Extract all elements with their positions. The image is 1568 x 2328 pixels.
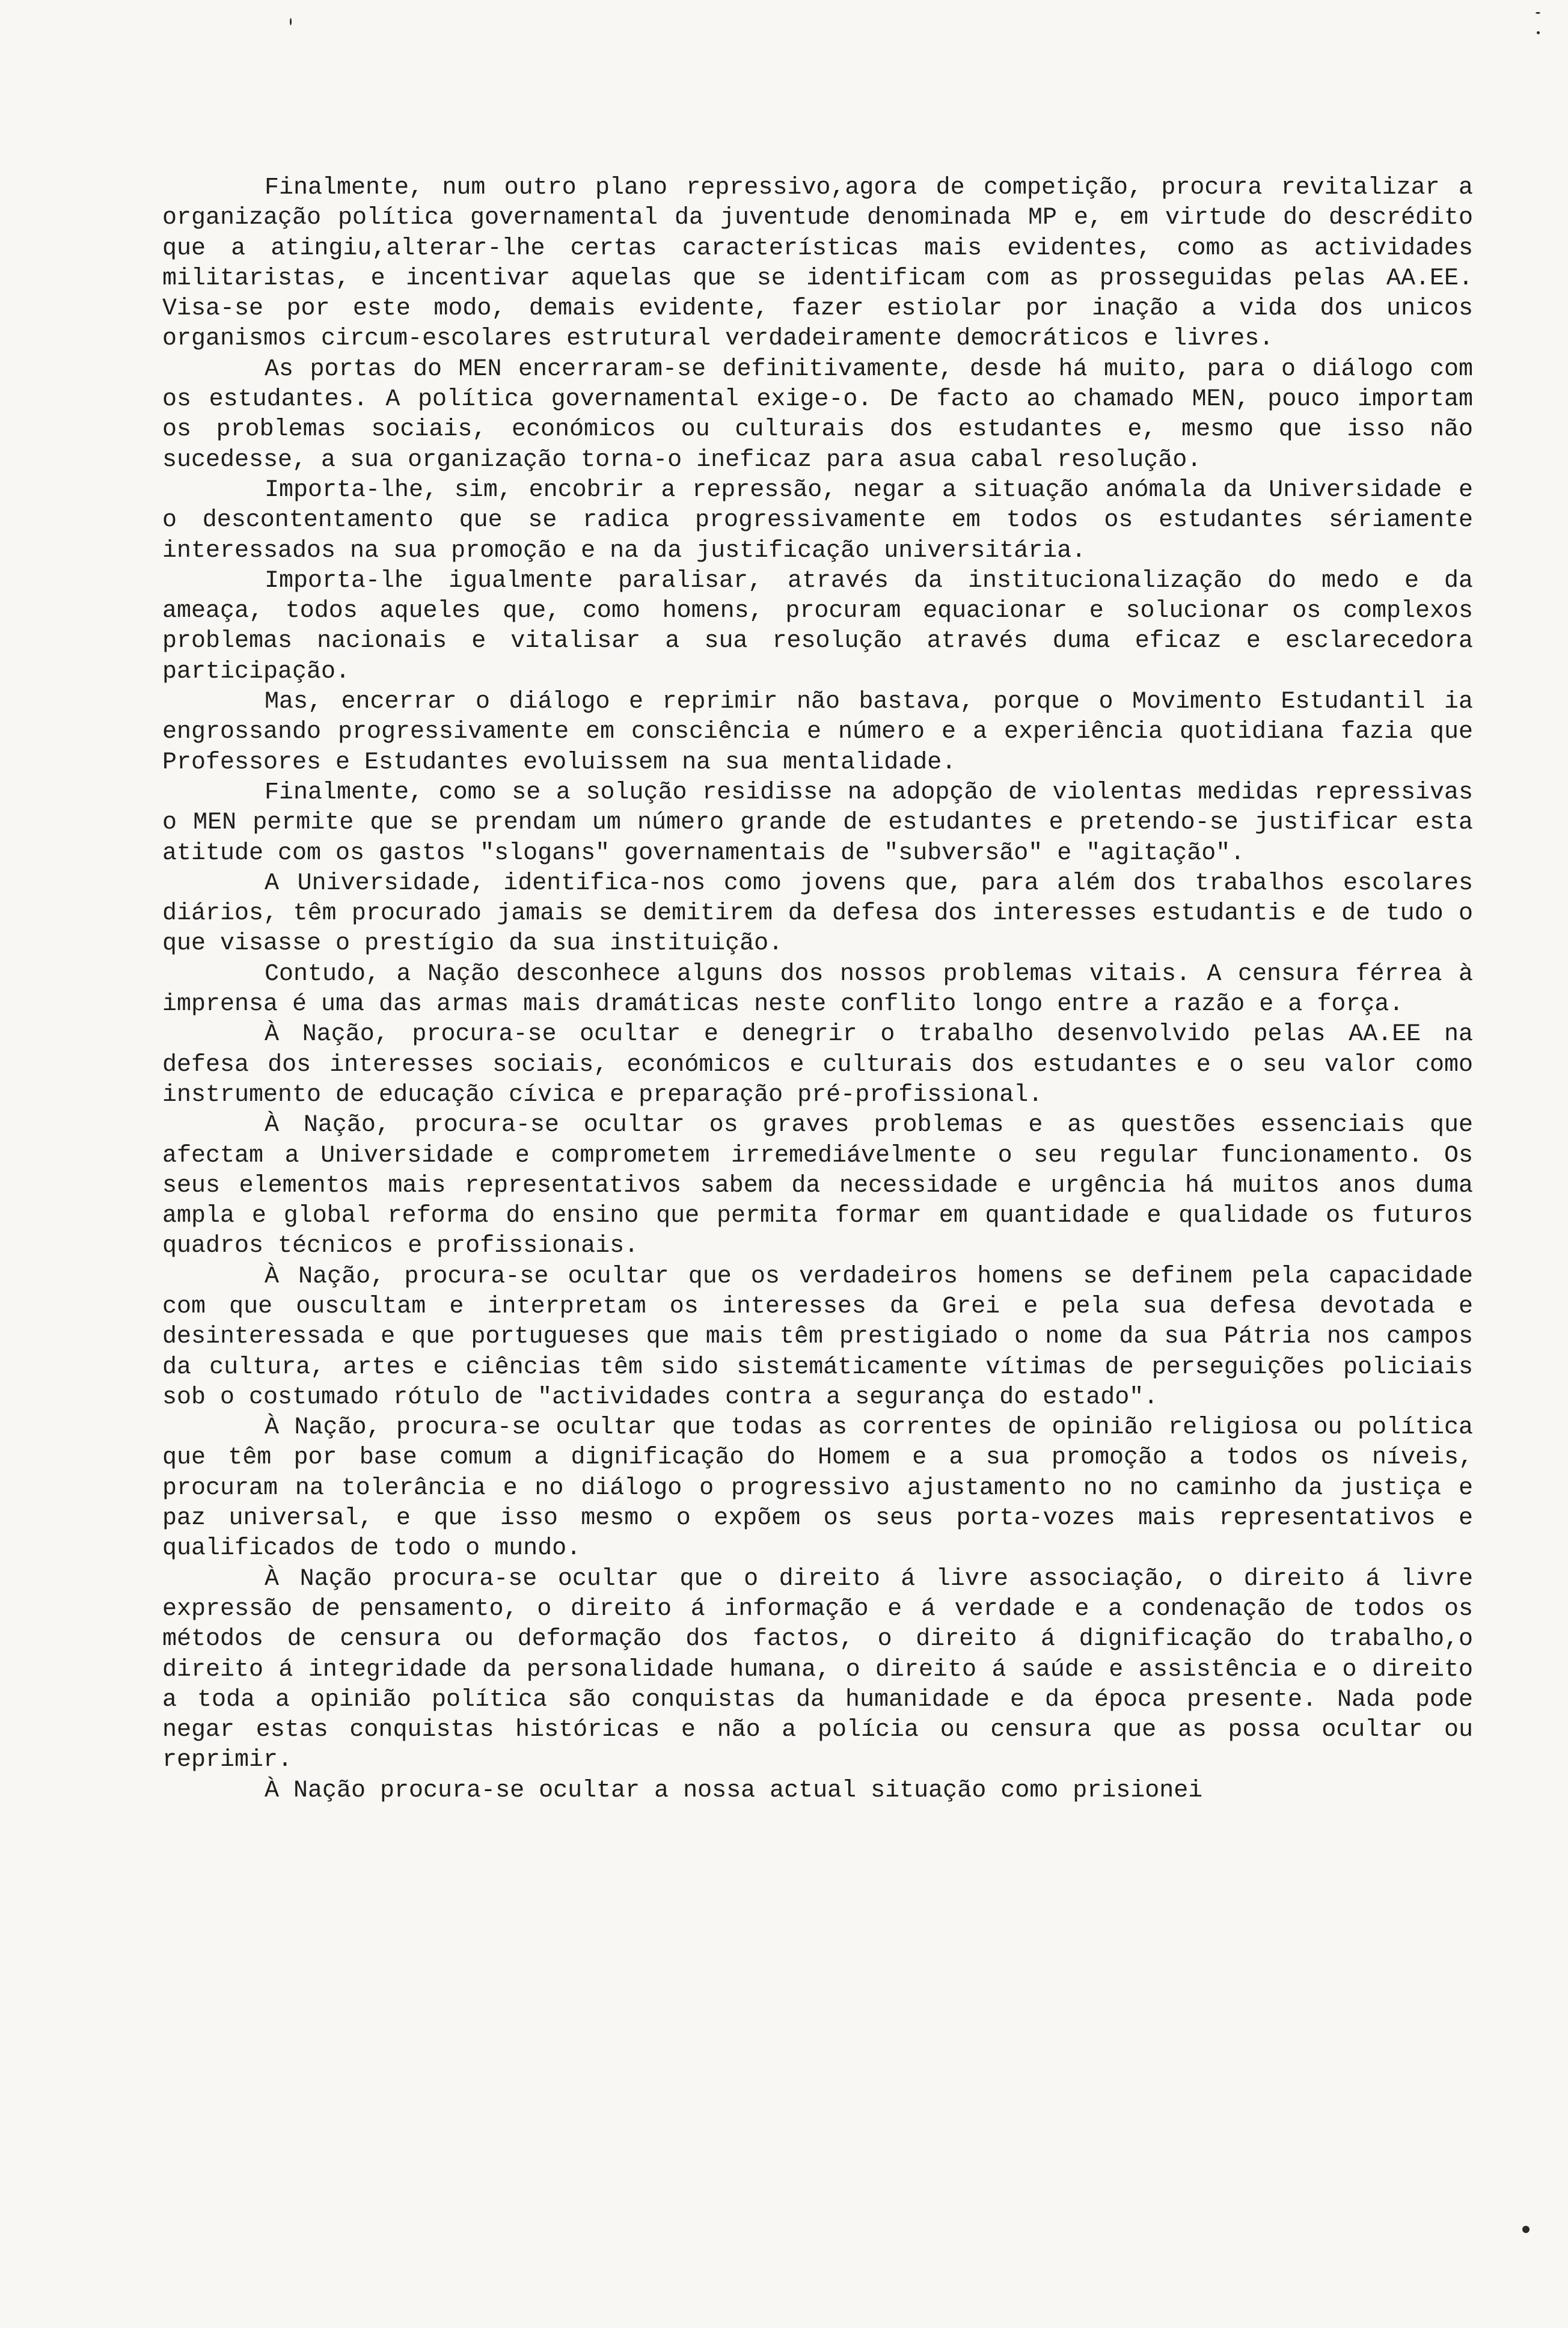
paragraph-12: À Nação, procura-se ocultar que todas as correntes de opinião religiosa ou política que têm por base comum a dignificação do Homem e a sua promoção a todos os níveis, procuram na tolerância e no diálogo o progressivo ajustamento no no caminho da justiça e paz universal, e que isso mesmo o expõem os seus porta-vozes mais representativos e qualificados de todo o mundo. [162,1414,1473,1563]
paragraph-13: À Nação procura-se ocultar que o direito á livre associação, o direito á livre expressão de pensamento, o direito á informação e á verdade e a condenação de todos os métodos de censura ou deformação dos factos, o direito á dignificação do trabalho,o direito á integridade da personalidade humana, o direito á saúde e assistência e o direito a toda a opinião política são conquistas da humanidade e da época presente. Nada pode negar estas conquistas históricas e não a polícia ou censura que as possa ocultar ou reprimir. [162,1565,1473,1774]
paragraph-1: Finalmente, num outro plano repressivo,agora de competição, procura revitalizar a organização política governamental da juventude denominada MP e, em virtude do descrédito que a atingiu,alterar-lhe certas características mais evidentes, como as actividades militaristas, e incentivar aquelas que se identificam com as prosseguidas pelas AA.EE. Visa-se por este modo, demais evidente, fazer estiolar por inação a vida dos unicos organismos circum-escolares estrutural verdadeiramente democráticos e livres. [162,174,1473,353]
paragraph-2: As portas do MEN encerraram-se definitivamente, desde há muito, para o diálogo com os estudantes. A política governamental exige-o. De facto ao chamado MEN, pouco importam os problemas sociais, económicos ou culturais dos estudantes e, mesmo que isso não sucedesse, a sua organização torna-o ineficaz para asua cabal resolução. [162,355,1473,474]
paragraph-11: À Nação, procura-se ocultar que os verdadeiros homens se definem pela capacidade com que ouscultam e interpretam os interesses da Grei e pela sua defesa devotada e desinteressada e que portugueses que mais têm prestigiado o nome da sua Pátria nos campos da cultura, artes e ciências têm sido sistemáticamente vítimas de perseguições policiais sob o costumado rótulo de "actividades contra a segurança do estado". [162,1263,1473,1411]
scan-speck [1537,31,1540,34]
paragraph-7: A Universidade, identifica-nos como jovens que, para além dos trabalhos escolares diários, têm procurado jamais se demitirem da defesa dos interesses estudantis e de tudo o que visasse o prestígio da sua instituição. [162,869,1473,958]
paragraph-6: Finalmente, como se a solução residisse na adopção de violentas medidas repressivas o MEN permite que se prendam um número grande de estudantes e pretendo-se justificar esta atitude com os gastos "slogans" governamentais de "subversão" e "agitação". [162,779,1473,867]
scan-speck [1536,12,1540,14]
scan-speck [290,18,292,25]
document-body [162,173,1473,1806]
paragraph-9: À Nação, procura-se ocultar e denegrir o trabalho desenvolvido pelas AA.EE na defesa dos interesses sociais, económicos e culturais dos estudantes e o seu valor como instrumento de educação cívica e preparação pré-profissional. [162,1021,1473,1109]
paragraph-5: Mas, encerrar o diálogo e reprimir não bastava, porque o Movimento Estudantil ia engrossando progressivamente em consciência e número e a experiência quotidiana fazia que Professores e Estudantes evoluissem na sua mentalidade. [162,688,1473,776]
paragraph-3: Importa-lhe, sim, encobrir a repressão, negar a situação anómala da Universidade e o descontentamento que se radica progressivamente em todos os estudantes sériamente interessados na sua promoção e na da justificação universitária. [162,476,1473,565]
scan-speck [1522,2226,1530,2233]
paragraph-8: Contudo, a Nação desconhece alguns dos nossos problemas vitais. A censura férrea à imprensa é uma das armas mais dramáticas neste conflito longo entre a razão e a força. [162,960,1473,1019]
paragraph-14: À Nação procura-se ocultar a nossa actual situação como prisionei [265,1777,1203,1804]
paragraph-4: Importa-lhe igualmente paralisar, através da institucionalização do medo e da ameaça, todos aqueles que, como homens, procuram equacionar e solucionar os complexos problemas nacionais e vitalisar a sua resolução através duma eficaz e esclarecedora participação. [162,567,1473,685]
paragraph-10: À Nação, procura-se ocultar os graves problemas e as questões essenciais que afectam a Universidade e comprometem irremediávelmente o seu regular funcionamento. Os seus elementos mais representativos sabem da necessidade e urgência há muitos anos duma ampla e global reforma do ensino que permita formar em quantidade e qualidade os futuros quadros técnicos e profissionais. [162,1112,1473,1260]
